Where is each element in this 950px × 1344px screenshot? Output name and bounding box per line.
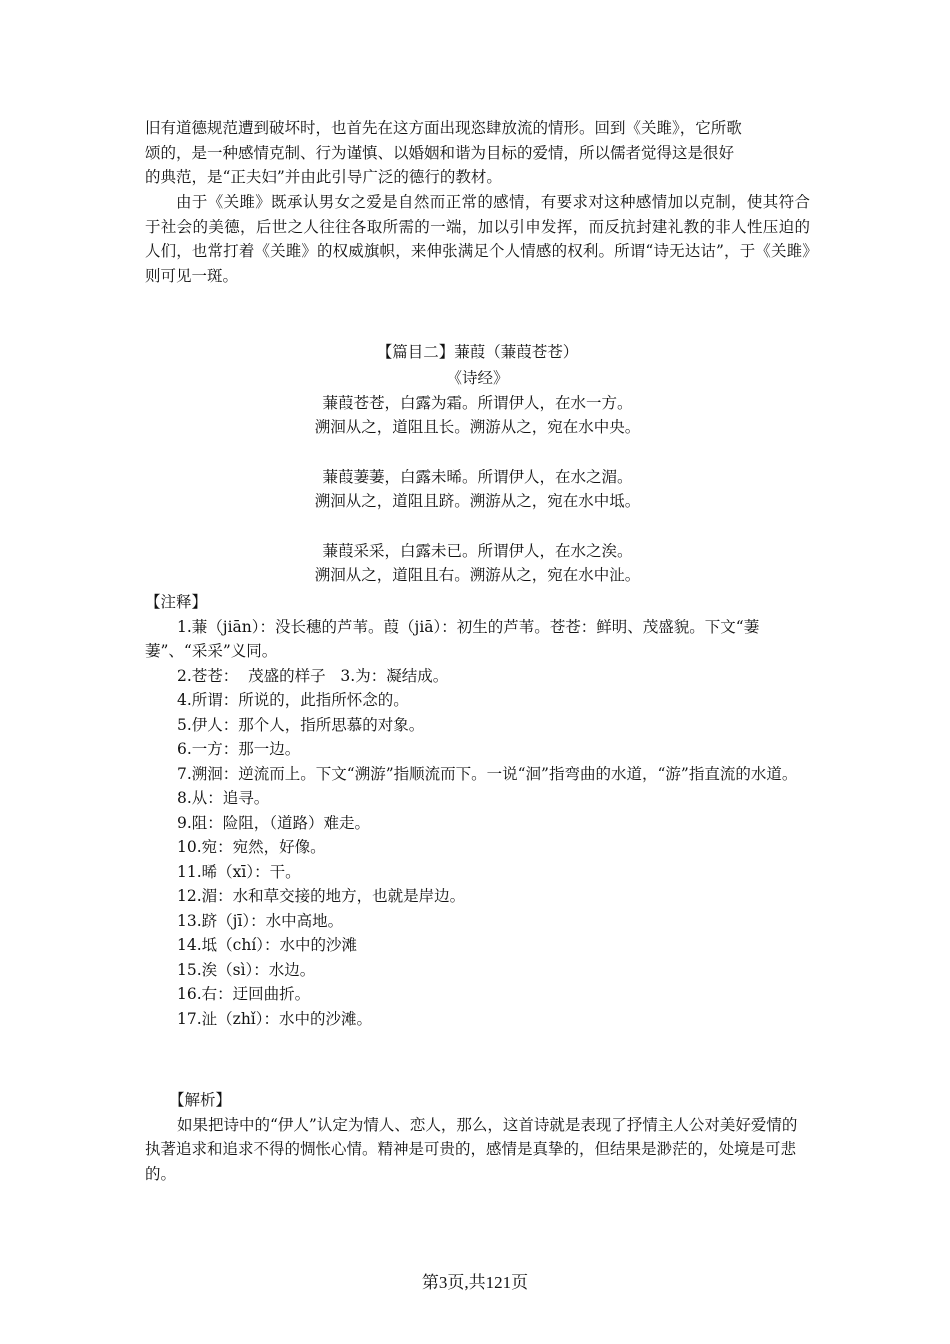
- note-item: 10.宛：宛然，好像。: [177, 838, 326, 856]
- note-item: 12.湄：水和草交接的地方，也就是岸边。: [177, 887, 466, 905]
- note-item: 5.伊人：那个人，指所思慕的对象。: [177, 715, 425, 734]
- intro-paragraph-2: 由于《关雎》既承认男女之爱是自然而正常的感情，有要求对这种感情加以克制，使其符合于社会的美德，后世之人往往各取所需的一端，加以引申发挥，而反抗封建礼教的非人性压迫的人们，也常打着《关雎》的权威旗帜，来伸张满足个人情感的权利。所谓“诗无达诂”，于《关雎》则可见一斑。: [145, 193, 810, 285]
- notes-heading: 【注释】: [145, 593, 208, 611]
- note-item: 4.所谓：所说的，此指所怀念的。: [177, 691, 409, 709]
- page-number: 第3页,共121页: [421, 1273, 529, 1292]
- note-item: 6.一方：那一边。: [177, 740, 301, 758]
- analysis-section: [145, 1088, 810, 1186]
- poem-line: 溯洄从之，道阻且跻。溯游从之，宛在水中坻。: [314, 492, 641, 510]
- note-item: 2.苍苍： 茂盛的样子 3.为：凝结成。: [177, 666, 449, 685]
- note-item: 8.从：追寻。: [177, 789, 270, 807]
- poem-line: 蒹葭苍苍，白露为霜。所谓伊人，在水一方。: [322, 394, 633, 412]
- note-item: 16.右：迂回曲折。: [177, 985, 311, 1003]
- note-item: 13.跻（jī）：水中高地。: [177, 911, 344, 930]
- poem-line: 溯洄从之，道阻且右。溯游从之，宛在水中沚。: [314, 566, 641, 584]
- intro-line: 颂的，是一种感情克制、行为谨慎、以婚姻和谐为目标的爱情，所以儒者觉得这是很好: [145, 143, 735, 162]
- note-item: 17.沚（zhǐ）：水中的沙滩。: [177, 1009, 373, 1028]
- note-item: 15.涘（sì）：水边。: [177, 960, 316, 979]
- poem-line: 蒹葭采采，白露未已。所谓伊人，在水之涘。: [322, 542, 633, 560]
- analysis-heading: 【解析】: [169, 1091, 232, 1109]
- notes-section: [145, 590, 810, 1031]
- poem-title: 【篇目二】蒹葭（蒹葭苍苍）: [376, 343, 579, 361]
- note-item: 7.溯洄：逆流而上。下文“溯游”指顺流而下。一说“洄”指弯曲的水道，“游”指直流的水道。: [177, 764, 798, 783]
- intro-line: 的典范，是“正夫妇”并由此引导广泛的德行的教材。: [145, 168, 502, 186]
- analysis-text: 如果把诗中的“伊人”认定为情人、恋人，那么，这首诗就是表现了抒情主人公对美好爱情的执著追求和追求不得的惆怅心情。精神是可贵的，感情是真挚的，但结果是渺茫的，处境是可悲的。: [145, 1115, 798, 1183]
- poem-line: 溯洄从之，道阻且长。溯游从之，宛在水中央。: [314, 418, 641, 436]
- intro-line: 旧有道德规范遭到破坏时，也首先在这方面出现恣肆放流的情形。回到《关雎》，它所歌: [145, 119, 742, 137]
- intro-paragraph-1: [145, 116, 810, 190]
- poem-line: 蒹葭萋萋，白露未晞。所谓伊人，在水之湄。: [322, 468, 633, 486]
- note-item: 11.晞（xī）：干。: [177, 862, 301, 881]
- poem-source: 《诗经》: [446, 369, 509, 387]
- note-item: 9.阻：险阻，（道路）难走。: [177, 813, 371, 832]
- note-item: 1.蒹（jiān）：没长穗的芦苇。葭（jiā）：初生的芦苇。苍苍：鲜明、茂盛貌。下文“萋萋”、“采采”义同。: [145, 617, 760, 660]
- note-item: 14.坻（chí）：水中的沙滩: [177, 936, 358, 954]
